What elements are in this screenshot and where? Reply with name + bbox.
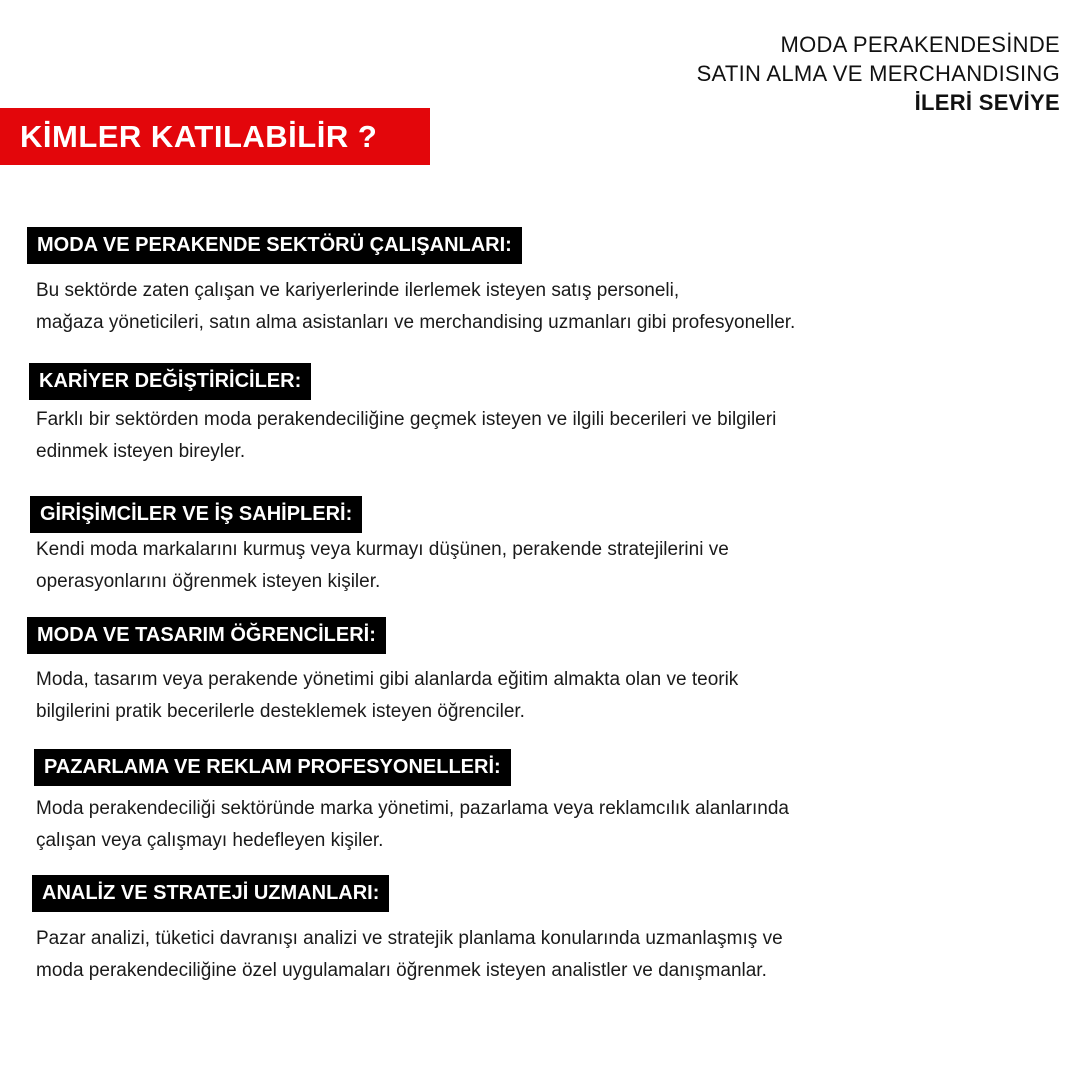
description-line: operasyonlarını öğrenmek isteyen kişiler. bbox=[36, 571, 381, 592]
section-description-design-students bbox=[36, 664, 936, 728]
section-title-sector-employees: MODA VE PERAKENDE SEKTÖRÜ ÇALIŞANLARI: bbox=[27, 227, 522, 264]
section-description-entrepreneurs bbox=[36, 534, 936, 598]
description-line: moda perakendeciliğine özel uygulamaları öğrenmek isteyen analistler ve danışmanlar. bbox=[36, 960, 767, 981]
description-line: edinmek isteyen bireyler. bbox=[36, 441, 246, 462]
section-title-entrepreneurs: GİRİŞİMCİLER VE İŞ SAHİPLERİ: bbox=[30, 496, 362, 533]
section-description-analysis-strategy bbox=[36, 923, 936, 987]
course-level: İLERİ SEVİYE bbox=[914, 90, 1060, 115]
description-line: bilgilerini pratik becerilerle desteklemek isteyen öğrenciler. bbox=[36, 701, 525, 722]
description-line: Farklı bir sektörden moda perakendeciliğine geçmek isteyen ve ilgili becerileri ve bilgileri bbox=[36, 409, 777, 430]
description-line: çalışan veya çalışmayı hedefleyen kişiler. bbox=[36, 830, 384, 851]
section-description-marketing-professionals bbox=[36, 793, 936, 857]
description-line: mağaza yöneticileri, satın alma asistanları ve merchandising uzmanları gibi profesyoneller. bbox=[36, 312, 796, 333]
section-description-career-changers bbox=[36, 404, 936, 468]
course-title bbox=[697, 30, 1060, 117]
section-title-design-students: MODA VE TASARIM ÖĞRENCİLERİ: bbox=[27, 617, 386, 654]
page-heading: KİMLER KATILABİLİR ? bbox=[0, 108, 430, 165]
description-line: Kendi moda markalarını kurmuş veya kurmayı düşünen, perakende stratejilerini ve bbox=[36, 539, 729, 560]
description-line: Pazar analizi, tüketici davranışı analizi ve stratejik planlama konularında uzmanlaşmış ve bbox=[36, 928, 783, 949]
section-description-sector-employees bbox=[36, 275, 936, 339]
section-title-marketing-professionals: PAZARLAMA VE REKLAM PROFESYONELLERİ: bbox=[34, 749, 511, 786]
course-title-line-2: SATIN ALMA VE MERCHANDISING bbox=[696, 61, 1060, 86]
course-title-line-1: MODA PERAKENDESİNDE bbox=[780, 32, 1060, 57]
description-line: Moda, tasarım veya perakende yönetimi gibi alanlarda eğitim almakta olan ve teorik bbox=[36, 669, 739, 690]
section-title-career-changers: KARİYER DEĞİŞTİRİCİLER: bbox=[29, 363, 311, 400]
description-line: Bu sektörde zaten çalışan ve kariyerlerinde ilerlemek isteyen satış personeli, bbox=[36, 280, 680, 301]
section-title-analysis-strategy: ANALİZ VE STRATEJİ UZMANLARI: bbox=[32, 875, 389, 912]
description-line: Moda perakendeciliği sektöründe marka yönetimi, pazarlama veya reklamcılık alanlarında bbox=[36, 798, 789, 819]
